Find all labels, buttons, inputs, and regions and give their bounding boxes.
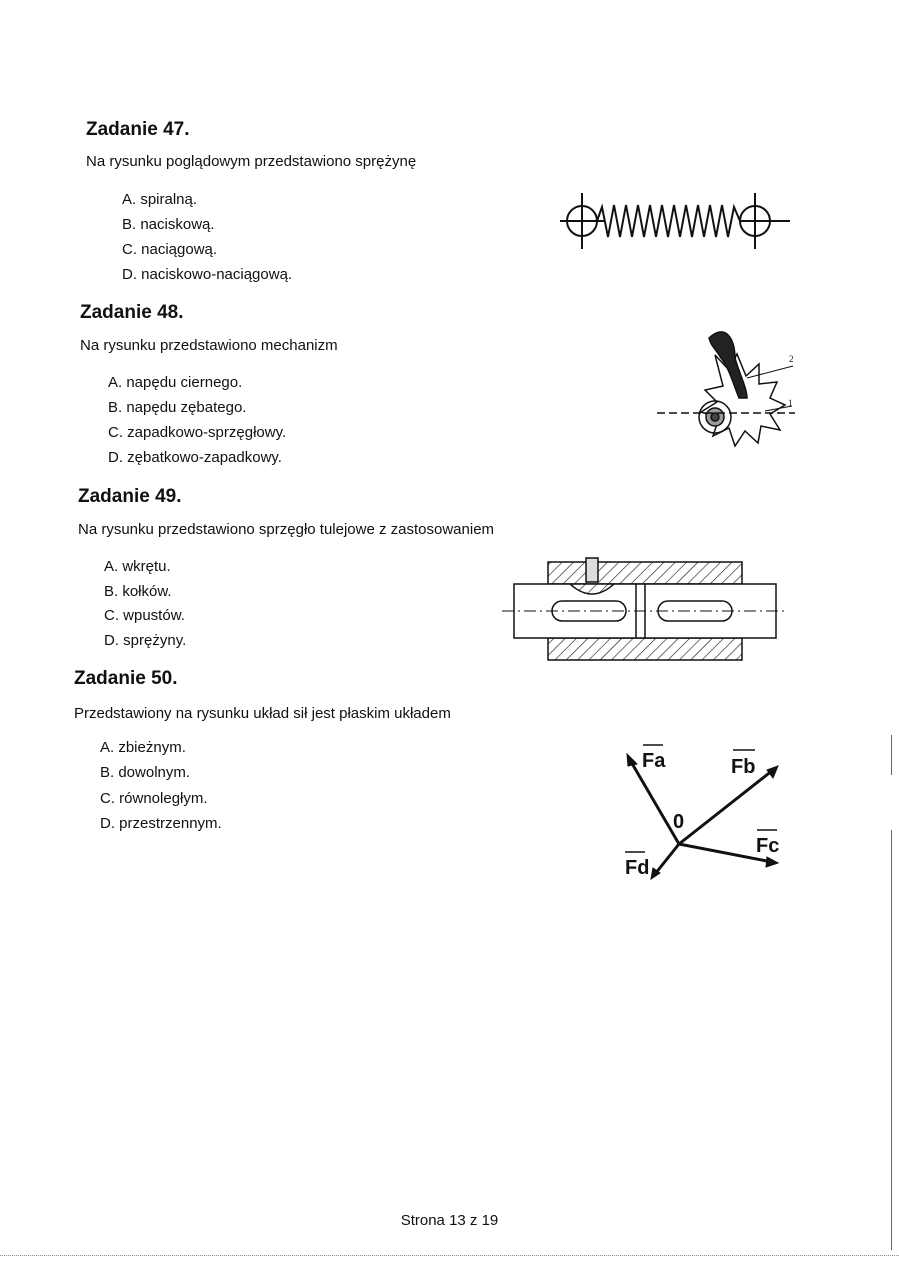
force-label-fa: Fa (642, 750, 666, 772)
task-49-prompt: Na rysunku przedstawiono sprzęgło tulejowe z zastosowaniem (78, 521, 495, 538)
task-50-option-a: A. zbieżnym. (100, 739, 186, 756)
task-48-option-d: D. zębatkowo-zapadkowy. (108, 449, 282, 466)
task-50-option-c: C. równoległym. (100, 790, 208, 807)
task-48-title: Zadanie 48. (80, 302, 184, 323)
scan-bottom-edge (0, 1255, 899, 1256)
task-49-option-c: C. wpustów. (104, 607, 185, 624)
force-system-figure (615, 738, 790, 883)
figure-label-1: 1 (788, 398, 793, 408)
task-47-option-b: B. naciskową. (122, 216, 215, 233)
task-50-title: Zadanie 50. (74, 668, 178, 689)
task-48-option-a: A. napędu ciernego. (108, 374, 243, 391)
spring-figure (556, 185, 794, 257)
task-47-title: Zadanie 47. (86, 119, 190, 140)
task-47-option-d: D. naciskowo-naciągową. (122, 266, 293, 283)
task-48-option-c: C. zapadkowo-sprzęgłowy. (108, 424, 287, 441)
force-label-fd: Fd (625, 857, 650, 879)
ratchet-mechanism-figure (655, 318, 817, 478)
task-47-option-a: A. spiralną. (122, 191, 198, 208)
scan-edge-line (891, 830, 892, 1250)
task-48-prompt: Na rysunku przedstawiono mechanizm (80, 337, 338, 354)
task-49-option-d: D. sprężyny. (104, 632, 187, 649)
page-number: Strona 13 z 19 (400, 1212, 499, 1229)
task-49-option-a: A. wkrętu. (104, 558, 171, 575)
task-47-option-c: C. naciągową. (122, 241, 218, 258)
figure-label-2: 2 (789, 354, 794, 364)
task-47-prompt: Na rysunku poglądowym przedstawiono sprężynę (86, 153, 417, 170)
task-50-prompt: Przedstawiony na rysunku układ sił jest płaskim układem (74, 705, 451, 722)
force-origin-label: 0 (673, 811, 685, 833)
sleeve-coupling-figure (500, 556, 790, 666)
force-label-fc: Fc (756, 835, 780, 857)
task-49-title: Zadanie 49. (78, 486, 182, 507)
scan-edge-line (891, 735, 892, 775)
force-label-fb: Fb (731, 756, 756, 778)
task-48-option-b: B. napędu zębatego. (108, 399, 247, 416)
task-50-option-b: B. dowolnym. (100, 764, 191, 781)
task-50-option-d: D. przestrzennym. (100, 815, 222, 832)
task-49-option-b: B. kołków. (104, 583, 172, 600)
